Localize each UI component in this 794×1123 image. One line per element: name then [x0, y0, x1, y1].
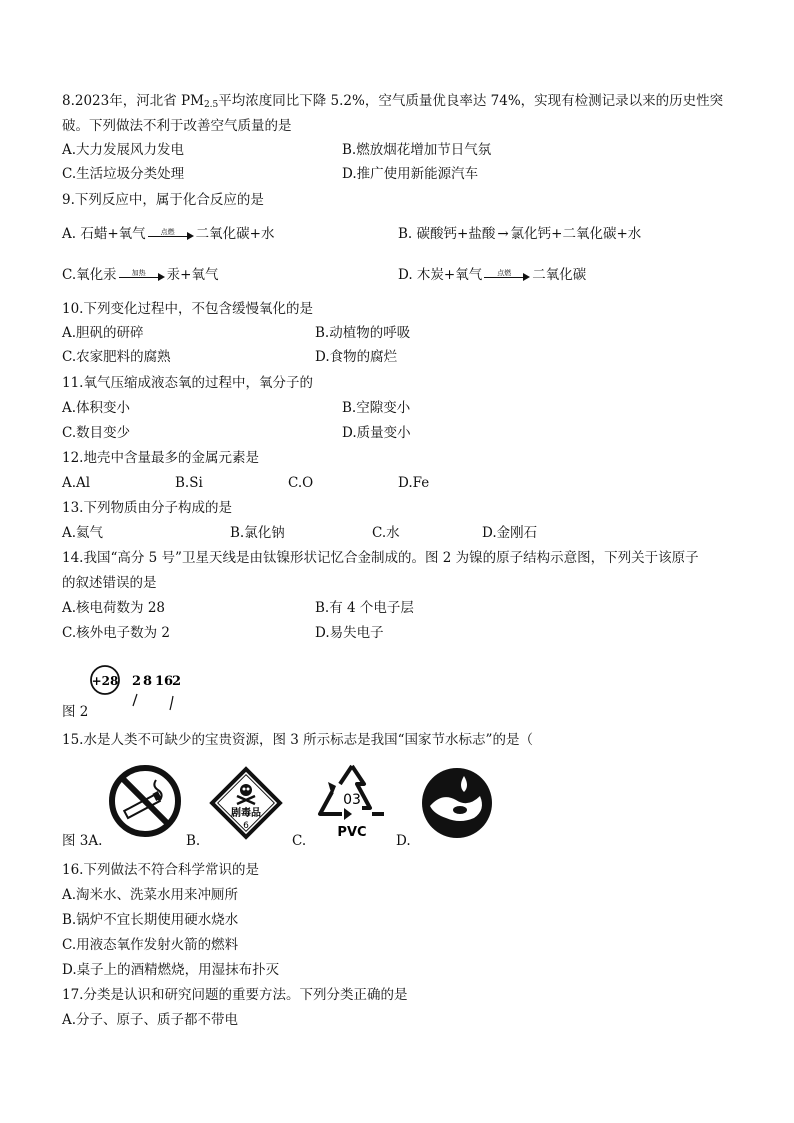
nucleus-charge: +28 [91, 674, 119, 688]
q14-option-b[interactable]: B.有 4 个电子层 [315, 600, 414, 616]
q17-stem: 17.分类是认识和研究问题的重要方法。下列分类正确的是 [62, 987, 408, 1003]
q8-option-b[interactable]: B.燃放烟花增加节日气氛 [342, 142, 492, 158]
q9-a-reactants: A. 石蜡+氧气 [62, 226, 146, 242]
q8-stem-line2: 破。下列做法不利于改善空气质量的是 [62, 118, 292, 134]
q9-d-reactants: D. 木炭+氧气 [398, 267, 483, 283]
q11-stem: 11.氧气压缩成液态氧的过程中，氧分子的 [62, 375, 313, 391]
q8-option-a[interactable]: A.大力发展风力发电 [62, 142, 185, 158]
q8-text-cont: 平均浓度同比下降 5.2%，空气质量优良率达 74%，实现有检测记录以来的历史性突 [218, 93, 724, 109]
shell-arc [170, 696, 173, 710]
q12-option-b[interactable]: B.Si [175, 475, 203, 491]
q13-option-d[interactable]: D.金刚石 [482, 525, 538, 541]
shell-4-electrons: 2 [172, 674, 182, 689]
q17-option-a[interactable]: A.分子、原子、质子都不带电 [62, 1012, 239, 1028]
q9-option-b[interactable] [398, 225, 641, 243]
q15-stem: 15.水是人类不可缺少的宝贵资源，图 3 所示标志是我国“国家节水标志”的是（ [62, 732, 533, 748]
q9-option-c[interactable] [62, 266, 218, 284]
q9-b-products: 氯化钙+二氧化碳+水 [510, 226, 642, 242]
recycle-material: PVC [337, 825, 367, 840]
q13-option-c[interactable]: C.水 [372, 525, 400, 541]
q8-option-d[interactable]: D.推广使用新能源汽车 [342, 166, 479, 182]
q16-option-b[interactable]: B.锅炉不宜长期使用硬水烧水 [62, 912, 239, 928]
q11-option-b[interactable]: B.空隙变小 [342, 400, 411, 416]
q14-stem-line1: 14.我国“高分 5 号”卫星天线是由钛镍形状记忆合金制成的。图 2 为镍的原子结构示意图，下列关于该原子 [62, 550, 699, 566]
recycle-icon [310, 762, 394, 840]
q16-option-a[interactable]: A.淘米水、洗菜水用来冲厕所 [62, 887, 239, 903]
q8-option-c[interactable]: C.生活垃圾分类处理 [62, 166, 185, 182]
recycle-code: 03 [343, 792, 361, 808]
reaction-arrow-icon: 加热 [119, 270, 165, 282]
q12-option-d[interactable]: D.Fe [398, 475, 430, 491]
q10-option-b[interactable]: B.动植物的呼吸 [315, 325, 411, 341]
q9-c-reactants: C.氧化汞 [62, 267, 117, 283]
pm-subscript: 2.5 [203, 100, 219, 110]
q11-option-d[interactable]: D.质量变小 [342, 425, 411, 441]
q11-option-a[interactable]: A.体积变小 [62, 400, 131, 416]
option-b-label[interactable]: B. [186, 833, 201, 849]
shell-1-electrons: 2 [132, 674, 142, 689]
q12-stem: 12.地壳中含量最多的金属元素是 [62, 450, 259, 466]
q8-text: 8.2023年，河北省 PM [62, 93, 204, 109]
q9-a-products: 二氧化碳+水 [195, 226, 275, 242]
reaction-arrow-icon: 点燃 [484, 270, 530, 282]
shell-2-electrons: 8 [143, 674, 153, 689]
q14-option-c[interactable]: C.核外电子数为 2 [62, 625, 171, 641]
poison-label: 剧毒品 [231, 808, 261, 819]
q10-option-c[interactable]: C.农家肥料的腐熟 [62, 349, 171, 365]
q13-option-a[interactable]: A.氦气 [62, 525, 104, 541]
q10-option-d[interactable]: D.食物的腐烂 [315, 349, 398, 365]
q8-stem-line1 [62, 92, 723, 114]
q10-option-a[interactable]: A.胆矾的研碎 [62, 325, 144, 341]
option-c-label[interactable]: C. [292, 833, 307, 849]
shell-arc [133, 694, 137, 706]
q14-stem-line2: 的叙述错误的是 [62, 575, 157, 591]
q10-stem: 10.下列变化过程中，不包含缓慢氧化的是 [62, 301, 313, 317]
q9-option-d[interactable] [398, 266, 586, 284]
option-d-label[interactable]: D. [396, 833, 411, 849]
q16-stem: 16.下列做法不符合科学常识的是 [62, 862, 259, 878]
poison-class: 6 [243, 821, 249, 831]
q9-c-products: 汞+氧气 [166, 267, 219, 283]
figure-2-label: 图 2 [62, 704, 89, 720]
q9-b-reactants: B. 碳酸钙+盐酸 [398, 226, 496, 242]
figure-3-label-a[interactable]: 图 3A. [62, 833, 103, 849]
q12-option-c[interactable]: C.O [288, 475, 314, 491]
q13-stem: 13.下列物质由分子构成的是 [62, 500, 232, 516]
q16-option-d[interactable]: D.桌子上的酒精燃烧，用湿抹布扑灭 [62, 962, 280, 978]
q11-option-c[interactable]: C.数目变少 [62, 425, 131, 441]
arrow-right-icon: → [497, 226, 509, 242]
q16-option-c[interactable]: C.用液态氧作发射火箭的燃料 [62, 937, 239, 953]
q14-option-a[interactable]: A.核电荷数为 28 [62, 600, 166, 616]
poison-hazard-icon [205, 762, 287, 844]
no-smoking-icon [108, 764, 182, 838]
q12-option-a[interactable]: A.Al [62, 475, 91, 491]
q9-option-a[interactable] [62, 225, 274, 243]
q9-stem: 9.下列反应中，属于化合反应的是 [62, 192, 264, 208]
q13-option-b[interactable]: B.氯化钠 [230, 525, 285, 541]
reaction-arrow-icon: 点燃 [148, 229, 194, 241]
nickel-atom-diagram [85, 662, 195, 716]
q14-option-d[interactable]: D.易失电子 [315, 625, 384, 641]
q9-d-products: 二氧化碳 [532, 267, 587, 283]
water-saving-icon [420, 766, 494, 840]
shell-3-electrons: 16 [155, 674, 174, 689]
